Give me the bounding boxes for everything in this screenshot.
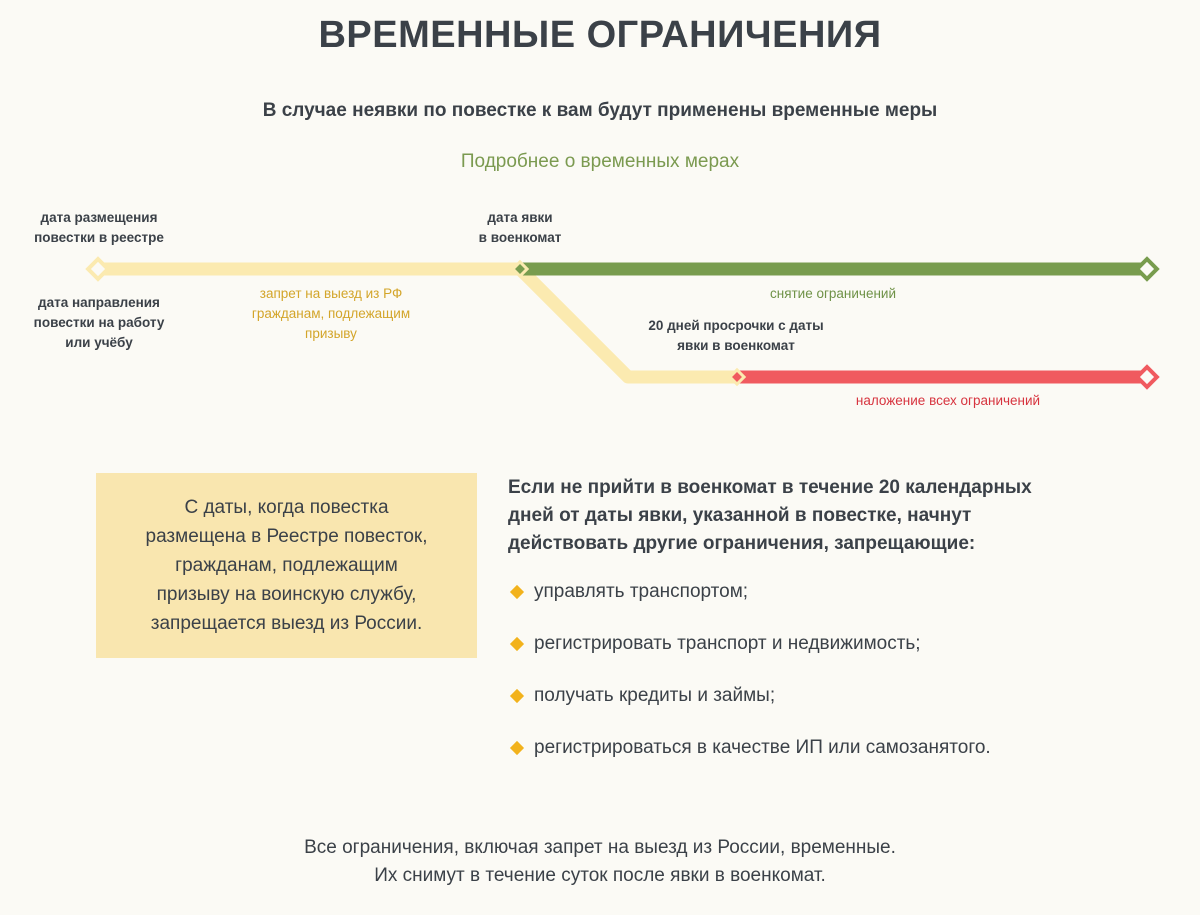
restrictions-list (510, 578, 991, 786)
timeline-start-top-label: дата размещения повестки в реестре (34, 210, 164, 245)
diamond-bullet-icon (510, 741, 524, 755)
restrictions-heading: Если не прийти в военкомат в течение 20 календарных дней от даты явки, указанной в повестке, начнут действовать другие ограничения, запрещающие: (508, 477, 1032, 554)
travel-ban-info-text: С даты, когда повестка размещена в Реестре повесток, гражданам, подлежащим призыву на воинскую службу, запрещается выезд из России. (145, 497, 428, 634)
overdue-label: 20 дней просрочки с даты явки в военкомат (648, 318, 824, 353)
timeline-start-bottom-label: дата направления повестки на работу или учёбу (33, 295, 165, 350)
list-item-label: регистрировать транспорт и недвижимость; (534, 633, 921, 654)
list-item-label: регистрироваться в качестве ИП или самозанятого. (534, 737, 991, 758)
diamond-bullet-icon (510, 689, 524, 703)
page-subtitle: В случае неявки по повестке к вам будут применены временные меры (262, 100, 938, 121)
appearance-date-label: дата явки в военкомат (478, 210, 562, 245)
travel-ban-label: запрет на выезд из РФ гражданам, подлежащим призыву (251, 286, 411, 341)
page-title: ВРЕМЕННЫЕ ОГРАНИЧЕНИЯ (318, 14, 882, 56)
green-end-diamond-icon (1137, 259, 1157, 279)
diamond-bullet-icon (510, 585, 524, 599)
list-item (510, 578, 991, 630)
all-restrictions-label: наложение всех ограничений (855, 393, 1041, 408)
list-item-label: получать кредиты и займы; (534, 685, 776, 706)
travel-ban-info-box (96, 473, 477, 658)
footer-note: Все ограничения, включая запрет на выезд из России, временные. Их снимут в течение суток после явки в военкомат. (304, 837, 896, 886)
list-item (510, 682, 991, 734)
lifted-restrictions-label: снятие ограничений (769, 286, 897, 301)
diamond-bullet-icon (510, 637, 524, 651)
red-end-diamond-icon (1137, 367, 1157, 387)
list-item-label: управлять транспортом; (534, 581, 749, 602)
more-info-link[interactable]: Подробнее о временных мерах (460, 151, 740, 172)
start-diamond-icon (88, 259, 108, 279)
list-item (510, 734, 991, 786)
list-item (510, 630, 991, 682)
